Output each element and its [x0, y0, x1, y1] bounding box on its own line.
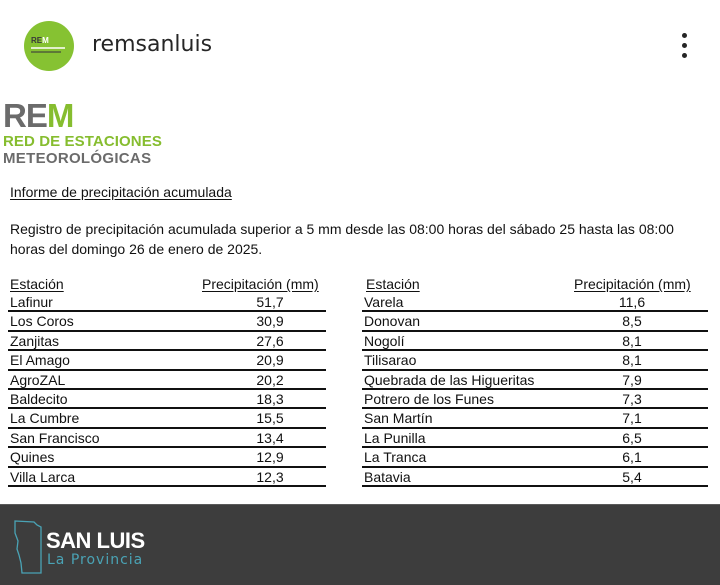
column-header-station: Estación — [10, 276, 64, 292]
table-row — [362, 429, 708, 448]
station-name: Villa Larca — [10, 468, 76, 485]
precipitation-value: 7,1 — [622, 410, 642, 427]
precipitation-value: 12,3 — [256, 468, 284, 485]
column-header-precipitation: Precipitación (mm) — [202, 276, 319, 292]
rem-acronym-gray: RE — [3, 97, 47, 134]
san-luis-province-map-icon — [12, 519, 44, 575]
table-row — [362, 409, 708, 428]
footer-band — [0, 504, 720, 585]
precipitation-value: 5,4 — [622, 468, 642, 485]
precipitation-value: 11,6 — [618, 294, 646, 310]
table-row — [362, 312, 708, 331]
avatar[interactable] — [24, 21, 74, 71]
precipitation-value: 30,9 — [256, 313, 284, 330]
precipitation-value: 7,3 — [622, 390, 642, 407]
station-name: San Martín — [364, 410, 433, 427]
table-row — [8, 429, 326, 448]
san-luis-subtitle: La Provincia — [47, 552, 144, 568]
table-row — [8, 409, 326, 428]
station-name: Baldecito — [10, 390, 68, 407]
station-name: Los Coros — [10, 313, 74, 330]
station-name: Varela — [364, 294, 404, 310]
station-name: AgroZAL — [10, 371, 66, 388]
san-luis-title: SAN LUIS — [46, 528, 145, 553]
table-row — [362, 293, 708, 312]
precipitation-value: 20,9 — [256, 352, 284, 369]
rem-logo-line1: RED DE ESTACIONES — [3, 133, 162, 150]
report-title: Informe de precipitación acumulada — [10, 184, 232, 200]
precipitation-table-right — [362, 275, 708, 487]
table-row — [8, 371, 326, 390]
avatar-logo-line — [31, 51, 61, 53]
station-name: Tilisarao — [364, 352, 417, 369]
table-row — [362, 351, 708, 370]
table-header — [362, 275, 708, 293]
precipitation-value: 20,2 — [256, 371, 284, 388]
station-name: Quebrada de las Higueritas — [364, 371, 535, 388]
precipitation-value: 13,4 — [256, 429, 284, 446]
avatar-logo-line — [31, 47, 65, 49]
rem-logo — [3, 97, 162, 167]
precipitation-value: 15,5 — [256, 410, 284, 427]
post-header — [0, 0, 720, 92]
precipitation-value: 7,9 — [622, 371, 642, 388]
precipitation-value: 6,5 — [622, 429, 642, 446]
three-dots-vertical-icon — [682, 33, 687, 38]
precipitation-value: 8,5 — [622, 313, 642, 330]
table-row — [8, 351, 326, 370]
station-name: Potrero de los Funes — [364, 390, 494, 407]
precipitation-table-left — [8, 275, 326, 487]
table-row — [362, 448, 708, 467]
precipitation-value: 27,6 — [256, 332, 284, 349]
table-row — [362, 468, 708, 487]
station-name: Nogolí — [364, 332, 405, 349]
table-row — [8, 448, 326, 467]
rem-acronym-green: M — [46, 97, 74, 134]
station-name: Quines — [10, 449, 55, 466]
table-row — [8, 468, 326, 487]
table-row — [362, 390, 708, 409]
rem-acronym — [3, 97, 162, 134]
station-name: San Francisco — [10, 429, 100, 446]
avatar-rem-logo: REM — [31, 36, 49, 45]
table-header — [8, 275, 326, 293]
precipitation-value: 51,7 — [256, 294, 284, 310]
three-dots-vertical-icon — [682, 43, 687, 48]
station-name: Lafinur — [10, 294, 53, 310]
station-name: Donovan — [364, 313, 421, 330]
column-header-station: Estación — [366, 276, 420, 292]
precipitation-value: 8,1 — [622, 332, 642, 349]
more-options-button[interactable] — [672, 30, 696, 62]
post-image[interactable] — [0, 92, 720, 585]
precipitation-value: 6,1 — [622, 449, 642, 466]
table-row — [362, 371, 708, 390]
table-row — [8, 390, 326, 409]
table-row — [8, 312, 326, 331]
rem-logo-line2: METEOROLÓGICAS — [3, 150, 152, 167]
precipitation-value: 18,3 — [256, 390, 284, 407]
precipitation-value: 8,1 — [622, 352, 642, 369]
username-link[interactable]: remsanluis — [92, 32, 213, 57]
column-header-precipitation: Precipitación (mm) — [574, 276, 691, 292]
precipitation-value: 12,9 — [256, 449, 284, 466]
station-name: La Punilla — [364, 429, 426, 446]
station-name: La Cumbre — [10, 410, 80, 427]
table-row — [8, 293, 326, 312]
station-name: Zanjitas — [10, 332, 60, 349]
report-description: Registro de precipitación acumulada superior a 5 mm desde las 08:00 horas del sábado 25 hasta las 08:00 horas del domingo 26 de enero de 2025. — [10, 221, 674, 257]
station-name: Batavia — [364, 468, 411, 485]
station-name: El Amago — [10, 352, 70, 369]
table-row — [362, 332, 708, 351]
three-dots-vertical-icon — [682, 53, 687, 58]
table-row — [8, 332, 326, 351]
station-name: La Tranca — [364, 449, 427, 466]
